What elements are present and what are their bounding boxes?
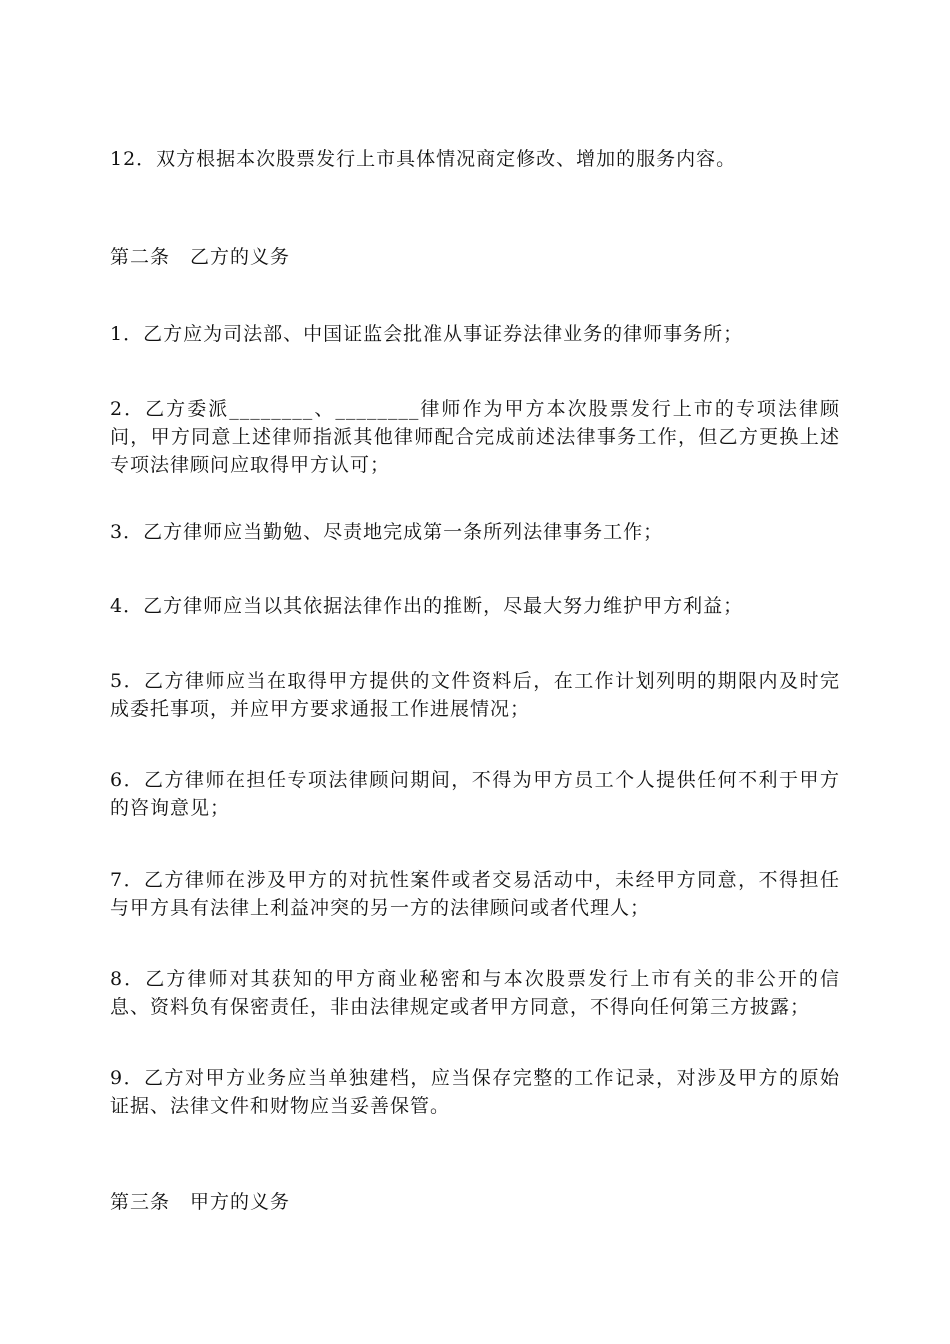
article-2-item-3: 3．乙方律师应当勤勉、尽责地完成第一条所列法律事务工作； <box>110 521 664 543</box>
article-2-item-2: 2．乙方委派________、________律师作为甲方本次股票发行上市的专项法律顾问，甲方同意上述律师指派其他律师配合完成前述法律事务工作，但乙方更换上述专项法律顾问应取得甲方认可； <box>110 398 840 476</box>
article-2-item-9: 9．乙方对甲方业务应当单独建档，应当保存完整的工作记录，对涉及甲方的原始证据、法律文件和财物应当妥善保管。 <box>110 1067 840 1117</box>
article-3-heading: 第三条 甲方的义务 <box>110 1191 291 1213</box>
article-2-item-7: 7．乙方律师在涉及甲方的对抗性案件或者交易活动中，未经甲方同意，不得担任与甲方具有法律上利益冲突的另一方的法律顾问或者代理人； <box>110 869 840 919</box>
article-2-item-6: 6．乙方律师在担任专项法律顾问期间，不得为甲方员工个人提供任何不利于甲方的咨询意见； <box>110 769 840 819</box>
article-2-item-8: 8．乙方律师对其获知的甲方商业秘密和与本次股票发行上市有关的非公开的信息、资料负有保密责任，非由法律规定或者甲方同意，不得向任何第三方披露； <box>110 968 840 1018</box>
article-2-item-4: 4．乙方律师应当以其依据法律作出的推断，尽最大努力维护甲方利益； <box>110 595 744 617</box>
article-2-item-5: 5．乙方律师应当在取得甲方提供的文件资料后，在工作计划列明的期限内及时完成委托事项，并应甲方要求通报工作进展情况； <box>110 670 840 720</box>
article-2-item-1: 1．乙方应为司法部、中国证监会批准从事证券法律业务的律师事务所； <box>110 323 744 345</box>
item-12: 12．双方根据本次股票发行上市具体情况商定修改、增加的服务内容。 <box>110 148 737 170</box>
article-2-heading: 第二条 乙方的义务 <box>110 246 291 268</box>
